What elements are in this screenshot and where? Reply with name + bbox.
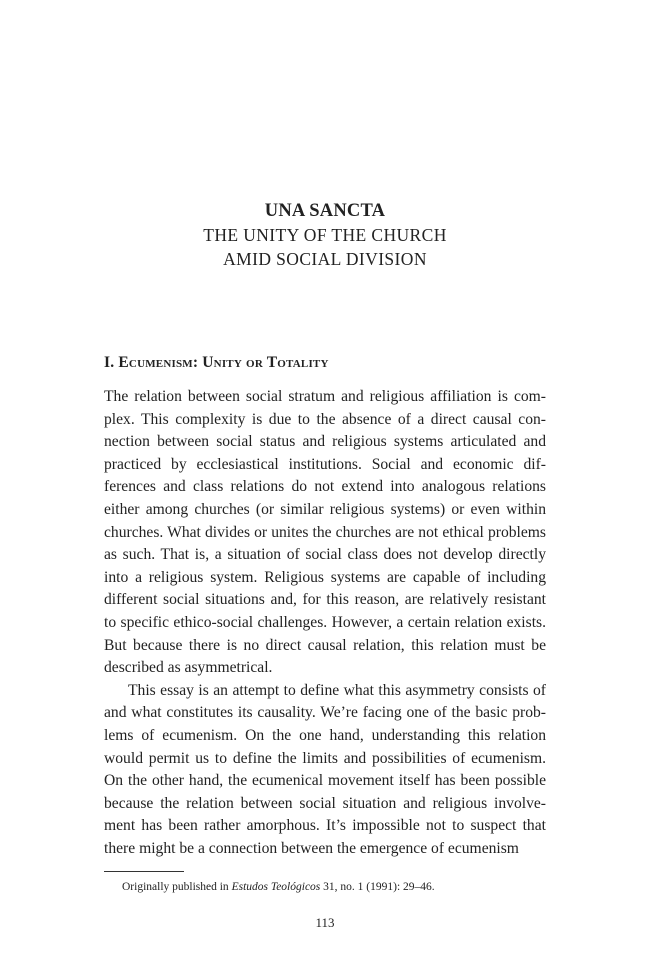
chapter-title: UNA SANCTA: [264, 201, 386, 221]
paragraph-2: This essay is an attempt to define what this asymmetry consists of and what constitutes its causality. We’re facing one of the basic problems of ecumenism. On the one hand, understanding this relation would permit us to define the limits and possibilities of ecumenism. On the other hand, the ecumenical movement itself has been possible because the relation between social situation and religious involvement has been rather amorphous. It’s impossible not to suspect that there might be a connection between the emergence of ecumenism: [104, 681, 546, 857]
page-number: 113: [315, 915, 335, 930]
body-text: [104, 386, 546, 860]
paragraph-1: The relation between social stratum and religious affiliation is complex. This complexity is due to the absence of a direct causal connection between social status and religious systems articulated and practiced by ecclesiastical institutions. Social and economic differences and class relations do not extend into analogous relations either among churches (or similar religious systems) or even within churches. What divides or unites the churches are not ethical problems as such. That is, a situation of social class does not develop directly into a religious system. Religious systems are capable of including different social situations and, for this reason, are relatively resistant to specific ethico-social challenges. However, a certain relation exists. But because there is no direct causal relation, this relation must be described as asymmetrical.: [104, 388, 546, 677]
chapter-subtitle-line-1: THE UNITY OF THE CHURCH: [203, 225, 447, 245]
footnote-journal-title: Estudos Teológicos: [231, 881, 321, 893]
footnote: [122, 880, 435, 894]
footnote-citation: 31, no. 1 (1991): 29–46.: [320, 881, 435, 893]
chapter-subtitle-line-2: AMID SOCIAL DIVISION: [223, 249, 427, 269]
chapter-title-block: [0, 199, 650, 271]
footnote-divider: [104, 871, 184, 872]
footnote-prefix: Originally published in: [122, 881, 232, 893]
section-heading: I. Ecumenism: Unity or Totality: [104, 354, 329, 371]
